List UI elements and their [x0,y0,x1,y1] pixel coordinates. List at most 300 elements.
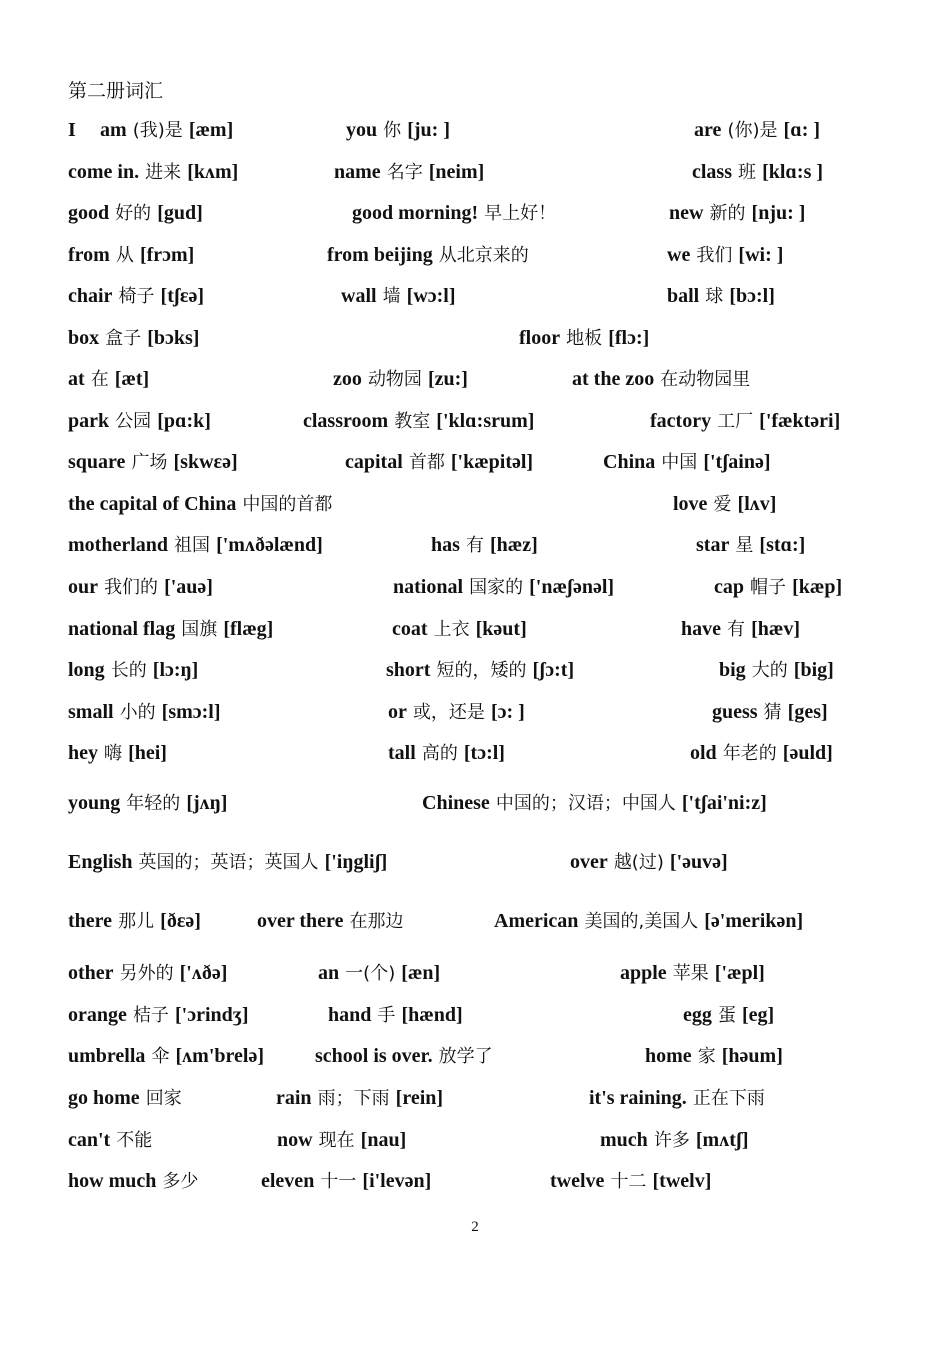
english-word: over there [257,910,344,932]
english-word: am [100,119,127,141]
vocab-entry [68,490,332,519]
english-word: you [346,119,378,141]
phonetic: [tɔ:l] [463,742,505,764]
english-word: how much [68,1170,157,1192]
phonetic: [big] [793,659,834,681]
english-word: apple [620,962,667,984]
chinese-meaning: 长的 [110,660,147,681]
chinese-meaning: 短的，矮的 [436,660,527,681]
vocab-row [0,959,950,989]
vocab-entry [600,1126,749,1155]
phonetic: [gud] [157,202,203,224]
phonetic: [frɔm] [139,244,195,266]
vocab-entry [345,448,533,477]
phonetic: [jʌŋ] [186,792,228,814]
vocab-row [0,656,950,686]
chinese-meaning: 年老的 [722,743,777,764]
chinese-meaning: 伞 [151,1046,170,1067]
chinese-meaning: 从 [115,245,134,266]
phonetic: ['ɔrindʒ] [174,1004,249,1026]
vocab-entry [572,365,750,394]
vocab-row [0,241,950,271]
vocab-entry [431,531,538,560]
chinese-meaning: 另外的 [119,963,174,984]
chinese-meaning: 高的 [421,743,458,764]
chinese-meaning: 盒子 [105,328,142,349]
vocab-entry [68,615,273,644]
english-word: new [669,202,704,224]
vocab-entry [669,199,805,228]
phonetic: [æm] [188,119,234,141]
phonetic: [ʌm'brelə] [175,1045,265,1067]
chinese-meaning: 蛋 [717,1005,736,1026]
phonetic: [nju: ] [751,202,806,224]
vocab-entry [261,1167,431,1196]
chinese-meaning: 爱 [713,494,732,515]
vocab-row [0,1042,950,1072]
english-word: star [696,534,730,556]
vocab-entry [519,324,649,353]
vocab-entry [692,158,823,187]
english-word: an [318,962,340,984]
phonetic: [i'levən] [362,1170,432,1192]
phonetic: [hei] [128,742,167,764]
vocab-row [0,365,950,395]
english-word: box [68,327,100,349]
chinese-meaning: 祖国 [174,535,211,556]
page-heading: 第二册词汇 [68,80,164,102]
vocab-entry [318,959,440,988]
phonetic: [wi: ] [738,244,784,266]
vocab-row [0,1167,950,1197]
vocab-entry [714,573,842,602]
phonetic: [kəut] [475,618,527,640]
phonetic: [ɑ: ] [783,119,821,141]
english-word: twelve [550,1170,605,1192]
phonetic: ['auə] [164,576,213,598]
english-word: egg [683,1004,712,1026]
english-word: our [68,576,98,598]
chinese-meaning: 放学了 [438,1046,493,1067]
vocab-entry [68,324,199,353]
phonetic: ['fæktəri] [759,410,841,432]
english-word: long [68,659,105,681]
chinese-meaning: 球 [705,286,724,307]
phonetic: [hæz] [490,534,538,556]
chinese-meaning: 英国的；英语；英国人 [138,852,319,873]
chinese-meaning: 进来 [145,162,182,183]
phonetic: [ju: ] [407,119,450,141]
chinese-meaning: 桔子 [132,1005,169,1026]
vocab-row [0,199,950,229]
chinese-meaning: 椅子 [118,286,155,307]
vocab-entry [392,615,527,644]
english-word: eleven [261,1170,315,1192]
phonetic: [rein] [395,1087,444,1109]
english-word: classroom [303,410,389,432]
english-word: wall [341,285,377,307]
vocab-row [0,698,950,728]
english-word: has [431,534,460,556]
vocab-entry [683,1001,774,1030]
english-word: at [68,368,85,390]
vocab-entry [393,573,614,602]
vocab-row [0,1001,950,1031]
chinese-meaning: 有 [465,535,484,556]
vocab-entry [494,907,803,936]
vocab-entry [68,116,76,145]
chinese-meaning: 猜 [763,702,782,723]
english-word: can't [68,1129,111,1151]
english-word: from [68,244,110,266]
vocab-entry [68,1126,152,1155]
vocab-entry [645,1042,783,1071]
vocab-entry [68,959,227,988]
chinese-meaning: 早上好！ [484,203,557,224]
english-word: China [603,451,656,473]
vocab-entry [589,1084,765,1113]
english-word: park [68,410,110,432]
vocab-row [0,282,950,312]
english-word: factory [650,410,712,432]
english-word: old [690,742,717,764]
phonetic: [hænd] [401,1004,463,1026]
chinese-meaning: 在那边 [349,911,404,932]
chinese-meaning: 手 [377,1005,396,1026]
vocab-entry [68,1084,182,1113]
english-word: zoo [333,368,362,390]
chinese-meaning: 我们的 [104,577,159,598]
chinese-meaning: 星 [735,535,754,556]
phonetic: [pɑ:k] [157,410,211,432]
phonetic: [ges] [787,701,828,723]
english-word: there [68,910,113,932]
vocab-row [0,848,950,878]
chinese-meaning: 广场 [131,452,168,473]
phonetic: [lɔ:ŋ] [152,659,199,681]
english-word: at the zoo [572,368,655,390]
vocab-entry [650,407,840,436]
vocab-entry [667,282,775,311]
phonetic: ['klɑ:srum] [436,410,535,432]
english-word: tall [388,742,416,764]
vocab-row [0,116,950,146]
vocab-entry [315,1042,493,1071]
english-word: umbrella [68,1045,146,1067]
phonetic: ['ʌðə] [179,962,228,984]
chinese-meaning: 十一 [320,1171,357,1192]
vocab-entry [603,448,770,477]
chinese-meaning: 好的 [115,203,152,224]
vocab-row [0,789,950,819]
vocab-entry [68,199,203,228]
english-word: it's raining. [589,1087,687,1109]
vocab-row [0,531,950,561]
vocab-entry [100,116,233,145]
english-word: come in. [68,161,140,183]
vocab-entry [673,490,776,519]
english-word: over [570,851,608,873]
chinese-meaning: 从北京来的 [438,245,529,266]
english-word: now [277,1129,313,1151]
chinese-meaning: (我)是 [132,120,183,141]
vocab-entry [277,1126,406,1155]
vocab-entry [388,698,525,727]
vocab-entry [68,241,194,270]
english-word: name [334,161,381,183]
vocab-row [0,448,950,478]
phonetic: [nau] [360,1129,407,1151]
chinese-meaning: (你)是 [727,120,778,141]
chinese-meaning: 在 [90,369,109,390]
vocab-entry [327,241,529,270]
chinese-meaning: 新的 [709,203,746,224]
vocab-entry [68,698,221,727]
vocab-entry [334,158,484,187]
chinese-meaning: 在动物园里 [660,369,751,390]
vocab-entry [68,365,149,394]
english-word: English [68,851,133,873]
phonetic: [kʌm] [187,161,239,183]
english-word: chair [68,285,113,307]
phonetic: [ʃɔ:t] [532,659,575,681]
vocab-entry [620,959,765,988]
phonetic: [eg] [741,1004,775,1026]
phonetic: [twelv] [652,1170,712,1192]
vocab-entry [333,365,468,394]
vocab-entry [68,282,204,311]
english-word: I [68,119,76,141]
chinese-meaning: 年轻的 [126,793,181,814]
phonetic: [smɔ:l] [161,701,221,723]
chinese-meaning: 教室 [394,411,431,432]
english-word: we [667,244,691,266]
english-word: school is over. [315,1045,433,1067]
vocab-entry [68,789,227,818]
english-word: from beijing [327,244,433,266]
phonetic: ['tʃai'ni:z] [681,792,767,814]
vocab-row [0,615,950,645]
phonetic: [mʌtʃ] [695,1129,749,1151]
vocab-row [0,490,950,520]
chinese-meaning: 正在下雨 [692,1088,765,1109]
english-word: class [692,161,732,183]
phonetic: [ðεə] [160,910,201,932]
phonetic: [əuld] [782,742,833,764]
vocab-entry [68,407,211,436]
english-word: good morning! [352,202,479,224]
chinese-meaning: 小的 [119,702,156,723]
chinese-meaning: 嗨 [104,743,123,764]
phonetic: [neim] [428,161,485,183]
chinese-meaning: 上衣 [433,619,470,640]
vocab-entry [276,1084,443,1113]
phonetic: ['əuvə] [669,851,728,873]
phonetic: [bɔ:l] [729,285,775,307]
vocab-entry [422,789,767,818]
chinese-meaning: 中国 [661,452,698,473]
vocab-entry [719,656,834,685]
vocab-entry [681,615,800,644]
vocab-entry [303,407,534,436]
vocab-entry [68,907,201,936]
chinese-meaning: 动物园 [367,369,422,390]
vocab-entry [346,116,450,145]
chinese-meaning: 十二 [610,1171,647,1192]
phonetic: [bɔks] [147,327,200,349]
vocab-entry [68,656,198,685]
english-word: the capital of China [68,493,237,515]
english-word: American [494,910,579,932]
phonetic: [həum] [721,1045,783,1067]
chinese-meaning: 那儿 [118,911,155,932]
phonetic: [kæp] [792,576,843,598]
english-word: capital [345,451,403,473]
english-word: home [645,1045,692,1067]
chinese-meaning: 许多 [653,1130,690,1151]
chinese-meaning: 或，还是 [412,702,485,723]
chinese-meaning: 班 [738,162,757,183]
vocab-entry [68,1001,249,1030]
phonetic: ['tʃainə] [703,451,771,473]
vocab-entry [328,1001,463,1030]
chinese-meaning: 家 [697,1046,716,1067]
english-word: are [694,119,722,141]
chinese-meaning: 名字 [386,162,423,183]
phonetic: [lʌv] [737,493,777,515]
phonetic: [klɑ:s ] [762,161,824,183]
english-word: small [68,701,114,723]
chinese-meaning: 工厂 [717,411,754,432]
chinese-meaning: 苹果 [672,963,709,984]
chinese-meaning: 有 [727,619,746,640]
english-word: ball [667,285,700,307]
vocab-row [0,907,950,937]
chinese-meaning: 一(个) [345,963,396,984]
chinese-meaning: 你 [383,120,402,141]
vocab-entry [257,907,404,936]
vocab-entry [68,448,238,477]
vocab-entry [712,698,828,727]
english-word: coat [392,618,428,640]
chinese-meaning: 回家 [145,1088,182,1109]
page-number: 2 [471,1219,479,1235]
chinese-meaning: 墙 [382,286,401,307]
chinese-meaning: 中国的；汉语；中国人 [495,793,676,814]
phonetic: [skwεə] [173,451,238,473]
chinese-meaning: 首都 [408,452,445,473]
vocab-entry [68,531,323,560]
vocab-entry [68,848,387,877]
phonetic: [zu:] [427,368,468,390]
phonetic: ['iŋgliʃ] [324,851,388,873]
phonetic: [flɔ:] [608,327,650,349]
vocab-entry [690,739,833,768]
phonetic: [æt] [114,368,150,390]
vocab-entry [68,1042,264,1071]
english-word: Chinese [422,792,490,814]
chinese-meaning: 中国的首都 [242,494,333,515]
english-word: hey [68,742,98,764]
vocab-entry [386,656,574,685]
vocab-entry [68,573,213,602]
chinese-meaning: 帽子 [750,577,787,598]
vocab-row [0,324,950,354]
chinese-meaning: 越(过) [613,852,664,873]
phonetic: [æn] [401,962,441,984]
phonetic: [flæg] [223,618,274,640]
english-word: national flag [68,618,176,640]
vocab-row [0,158,950,188]
vocab-entry [388,739,505,768]
chinese-meaning: 国旗 [181,619,218,640]
vocab-entry [696,531,805,560]
chinese-meaning: 地板 [566,328,603,349]
english-word: national [393,576,464,598]
phonetic: [ɔ: ] [490,701,525,723]
english-word: cap [714,576,744,598]
vocab-entry [667,241,783,270]
phonetic: ['kæpitəl] [450,451,534,473]
english-word: short [386,659,431,681]
vocab-row [0,739,950,769]
vocab-entry [68,739,167,768]
english-word: have [681,618,721,640]
phonetic: [stɑ:] [759,534,806,556]
english-word: guess [712,701,758,723]
phonetic: [tʃɛə] [160,285,204,307]
vocab-entry [352,199,556,228]
chinese-meaning: 国家的 [469,577,524,598]
vocab-entry [68,158,238,187]
english-word: hand [328,1004,372,1026]
phonetic: ['æpl] [714,962,765,984]
english-word: rain [276,1087,312,1109]
english-word: young [68,792,121,814]
english-word: good [68,202,110,224]
chinese-meaning: 现在 [318,1130,355,1151]
chinese-meaning: 美国的,美国人 [584,911,699,932]
english-word: or [388,701,407,723]
english-word: other [68,962,114,984]
english-word: go home [68,1087,140,1109]
english-word: orange [68,1004,127,1026]
chinese-meaning: 大的 [751,660,788,681]
vocab-row [0,1126,950,1156]
vocab-row [0,1084,950,1114]
phonetic: [ə'merikən] [704,910,804,932]
english-word: square [68,451,126,473]
vocab-entry [68,1167,198,1196]
vocab-row [0,407,950,437]
chinese-meaning: 不能 [116,1130,153,1151]
chinese-meaning: 我们 [696,245,733,266]
phonetic: [hæv] [751,618,800,640]
chinese-meaning: 多少 [162,1171,199,1192]
chinese-meaning: 公园 [115,411,152,432]
chinese-meaning: 雨；下雨 [317,1088,390,1109]
phonetic: ['mʌðəlænd] [216,534,323,556]
phonetic: ['næʃənəl] [529,576,615,598]
phonetic: [wɔ:l] [406,285,456,307]
english-word: big [719,659,746,681]
english-word: love [673,493,708,515]
english-word: motherland [68,534,168,556]
english-word: much [600,1129,648,1151]
vocab-entry [694,116,820,145]
vocab-entry [550,1167,711,1196]
vocab-entry [570,848,728,877]
